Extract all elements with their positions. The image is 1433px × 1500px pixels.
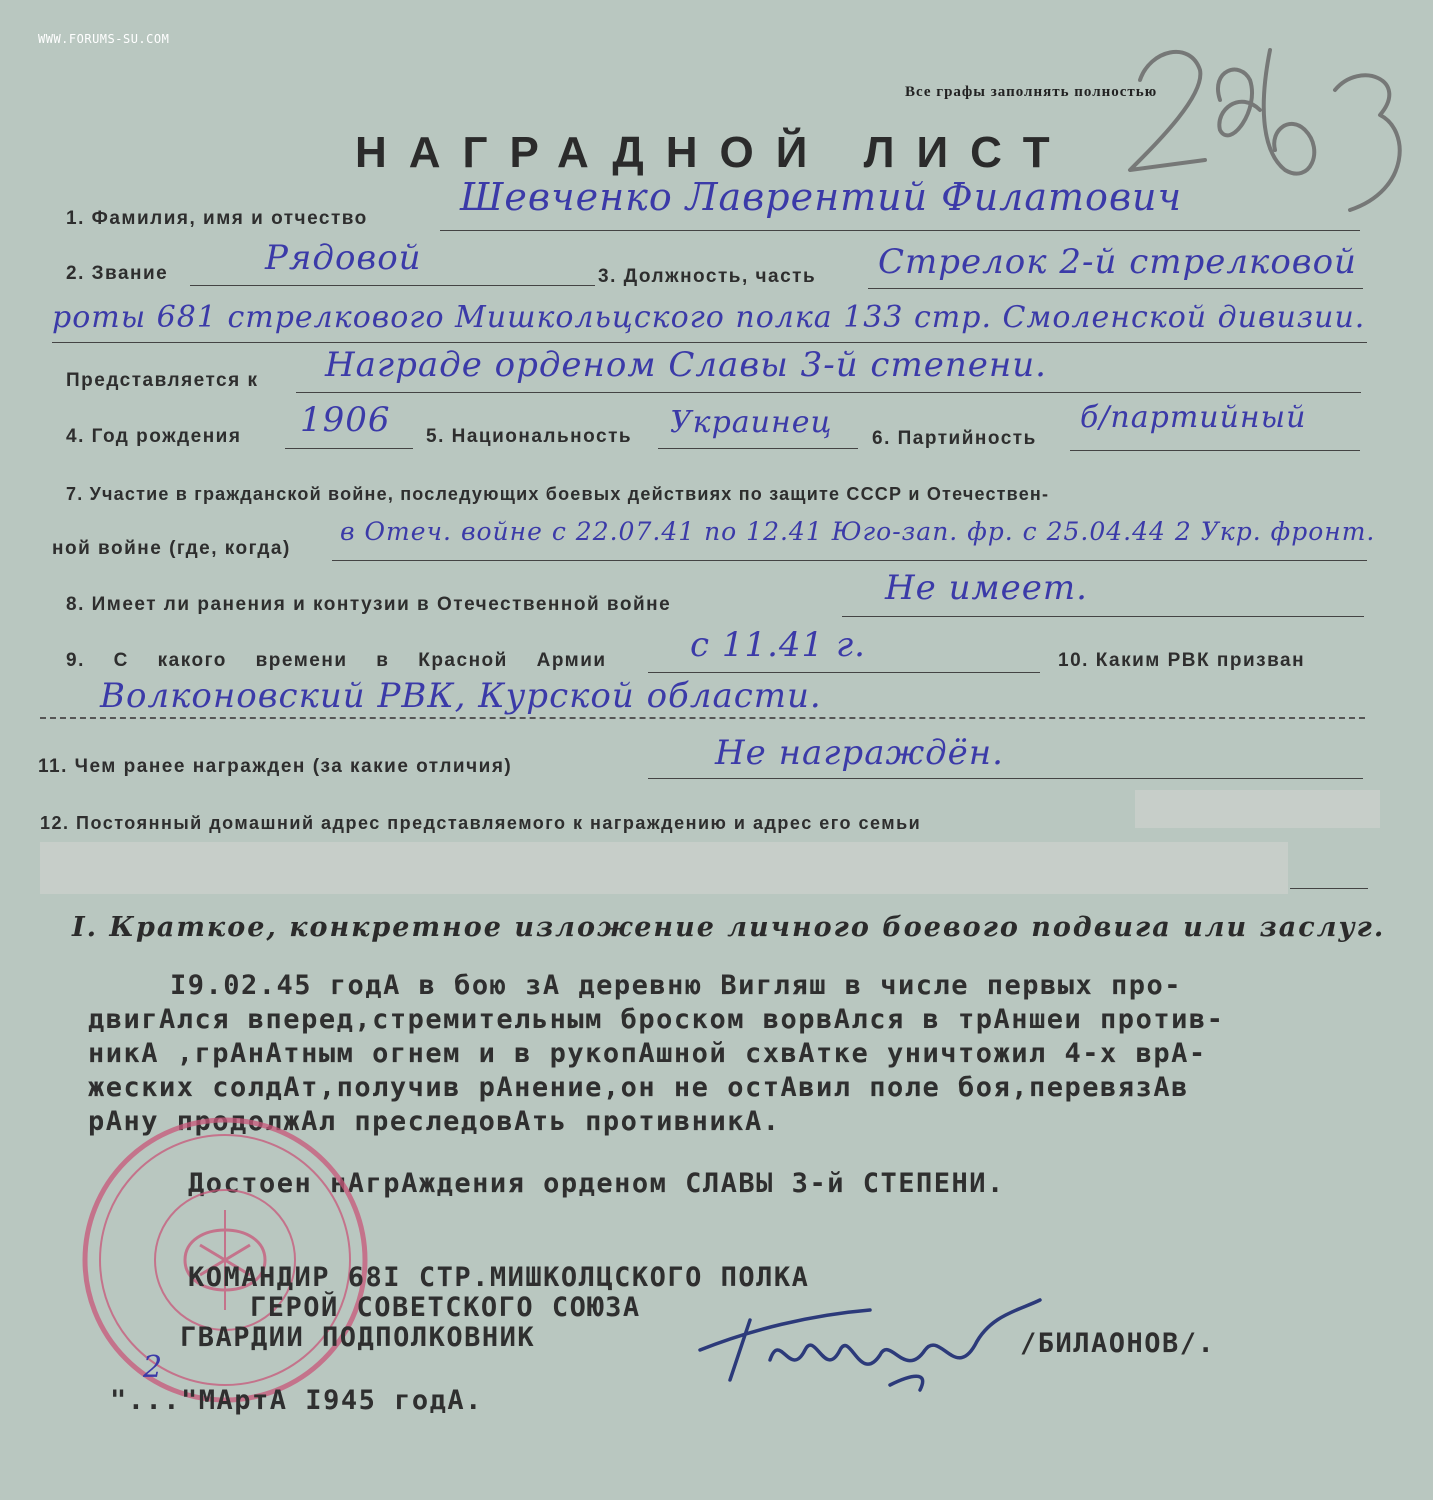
field-2-line — [190, 285, 595, 286]
presented-for-line — [296, 392, 1361, 393]
conclusion-line: Достоен нАгрАждения орденом СЛАВЫ 3-й СТЕПЕНИ. — [188, 1168, 1005, 1199]
field-5-value: Украинец — [670, 405, 833, 440]
field-3-line — [868, 288, 1363, 289]
signatory-name: /БИЛАОНОВ/. — [1020, 1328, 1216, 1359]
field-1-line — [440, 230, 1360, 231]
field-8-line — [842, 616, 1364, 617]
watermark: WWW.FORUMS-SU.COM — [38, 32, 170, 46]
field-3-value: Стрелок 2-й стрелковой — [878, 242, 1357, 282]
field-9-value: с 11.41 г. — [690, 625, 866, 665]
redacted-address-part-1 — [1135, 790, 1380, 828]
field-7-line — [332, 560, 1367, 561]
redacted-address-part-2 — [40, 842, 1288, 894]
field-11-line — [648, 778, 1363, 779]
field-7-value: в Отеч. войне с 22.07.41 по 12.41 Юго-зап. фр. с 25.04.44 2 Укр. фронт. — [340, 517, 1376, 546]
regiment-seal-stamp — [75, 1110, 375, 1410]
field-10-value: Волконовский РВК, Курской области. — [100, 676, 822, 716]
field-6-label: 6. Партийность — [872, 428, 1037, 449]
section-heading: I. Краткое, конкретное изложение личного боевого подвига или заслуг. — [72, 912, 1386, 943]
field-8-label: 8. Имеет ли ранения и контузии в Отечественной войне — [66, 594, 672, 615]
presented-for-value: Награде орденом Славы 3-й степени. — [325, 345, 1047, 385]
field-10-label: 10. Каким РВК призван — [1058, 650, 1306, 671]
date-day-handwritten: 2 — [143, 1350, 164, 1385]
field-6-line — [1070, 450, 1360, 451]
field-5-line — [658, 448, 858, 449]
field-9-label: 9. С какого времени в Красной Армии — [66, 650, 607, 671]
presented-for-label: Представляется к — [66, 370, 259, 391]
field-3-label: 3. Должность, часть — [598, 266, 817, 287]
field-7-label-a: 7. Участие в гражданской войне, последующих боевых действиях по защите СССР и Отечествен- — [66, 484, 1050, 504]
field-4-line — [285, 448, 413, 449]
field-2-value: Рядовой — [265, 238, 422, 278]
field-3-continuation: роты 681 стрелкового Мишкольцского полка 133 стр. Смоленской дивизии. — [52, 300, 1366, 335]
commander-signature — [690, 1290, 1050, 1400]
body-line-4: жеских солдАт,получив рАнение,он не остАвил поле боя,перевязАв — [88, 1072, 1189, 1103]
field-11-label: 11. Чем ранее награжден (за какие отличия) — [38, 756, 513, 777]
signatory-line-3: ГВАРДИИ ПОДПОЛКОВНИК — [180, 1322, 536, 1353]
signatory-line-1: КОМАНДИР 68I СТР.МИШКОЛЦСКОГО ПОЛКА — [188, 1262, 810, 1293]
field-1-value: Шевченко Лаврентий Филатович — [460, 175, 1183, 219]
field-4-value: 1906 — [300, 400, 391, 440]
field-7-label-b: ной войне (где, когда) — [52, 538, 291, 559]
field-11-value: Не награждён. — [715, 733, 1004, 773]
field-1-label: 1. Фамилия, имя и отчество — [66, 208, 368, 229]
field-9-line — [648, 672, 1040, 673]
field-2-label: 2. Звание — [66, 263, 169, 284]
form-instruction: Все графы заполнять полностью — [905, 84, 1158, 100]
field-3-cont-line — [52, 342, 1367, 343]
body-line-2: двигАлся вперед,стремительным броском ворвАлся в трАншеи против- — [88, 1004, 1225, 1035]
body-line-3: никА ,грАнАтным огнем и в рукопАшной схвАтке уничтожил 4-х врА- — [88, 1038, 1207, 1069]
signatory-line-2: ГЕРОЙ СОВЕТСКОГО СОЮЗА — [250, 1292, 641, 1323]
field-5-label: 5. Национальность — [426, 426, 633, 447]
field-4-label: 4. Год рождения — [66, 426, 242, 447]
field-10-line — [40, 717, 1365, 719]
page-title: НАГРАДНОЙ ЛИСТ — [355, 128, 1072, 177]
date-line: "..."МАртА I945 годА. — [110, 1385, 483, 1416]
field-12-line — [1290, 888, 1368, 889]
field-12-label: 12. Постоянный домашний адрес представляемого к награждению и адрес его семьи — [40, 813, 922, 833]
field-6-value: б/партийный — [1080, 400, 1307, 435]
body-line-1: I9.02.45 годА в бою зА деревню Вигляш в числе первых про- — [170, 970, 1183, 1001]
field-8-value: Не имеет. — [885, 568, 1088, 608]
body-line-5: рАну продолжАл преследовАть противникА. — [88, 1106, 781, 1137]
